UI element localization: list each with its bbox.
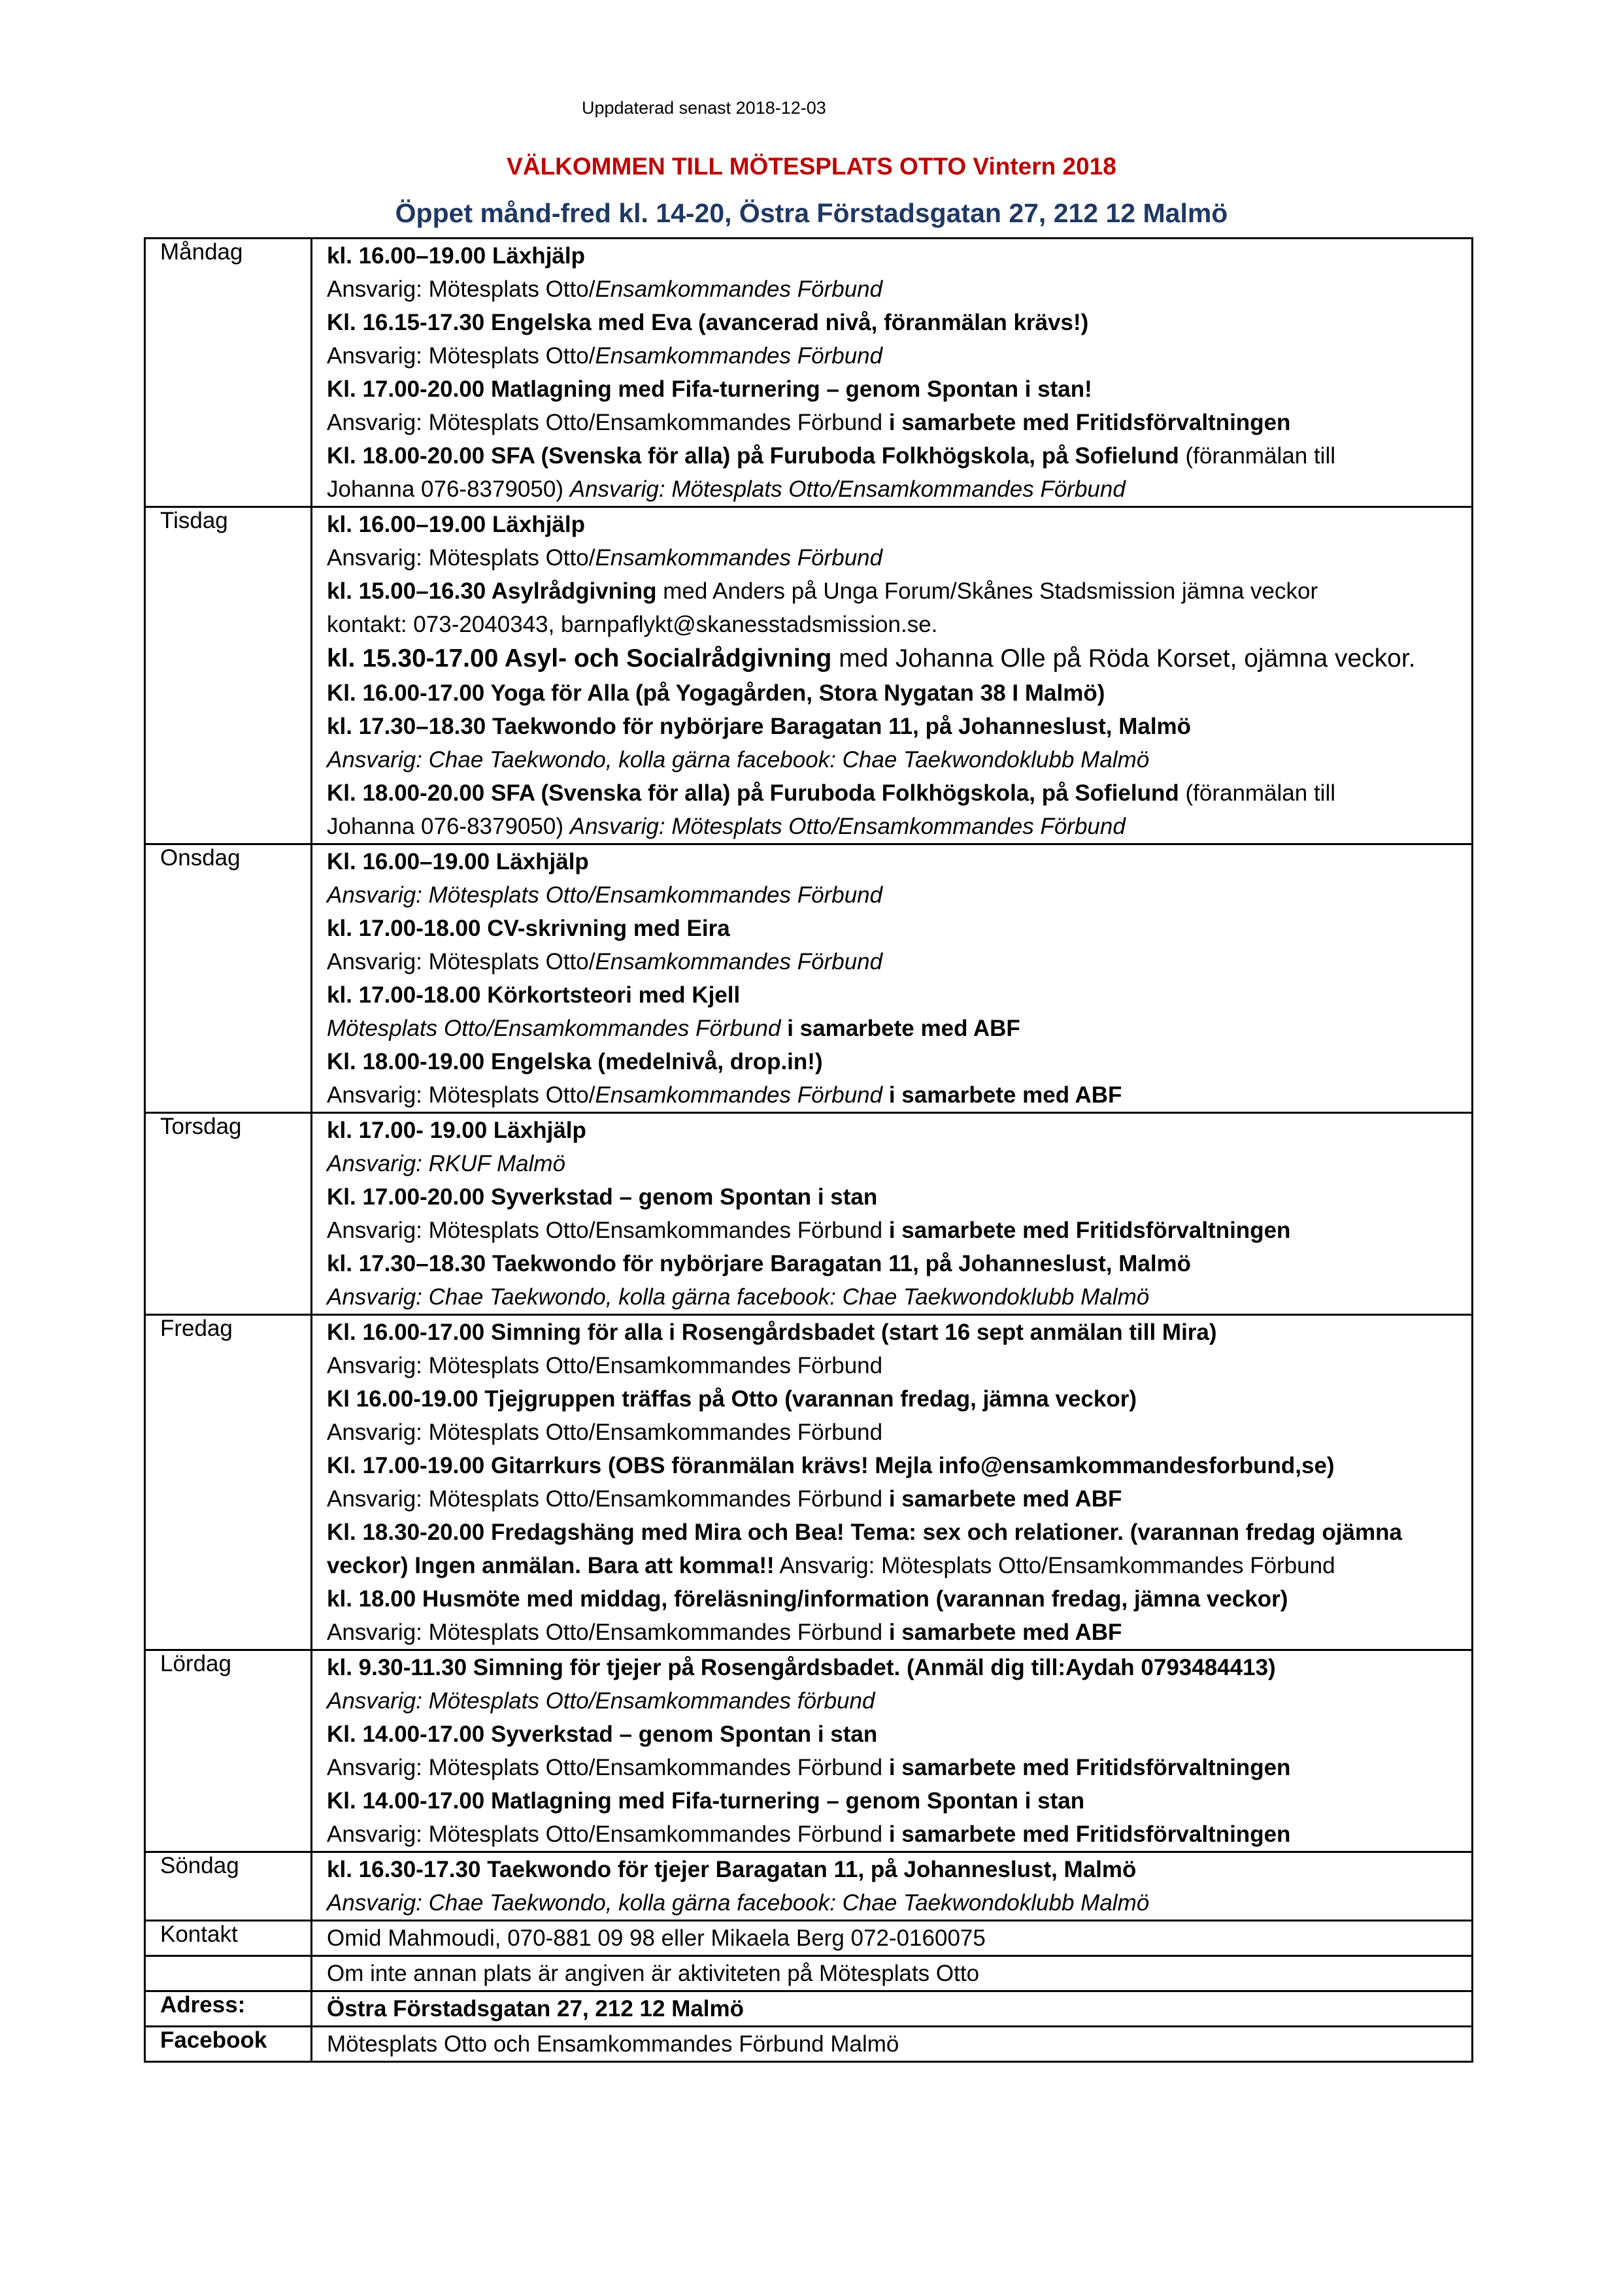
activity-text: Kl. 18.00-20.00 SFA (Svenska för alla) på Furuboda Folkhögskola, på Sofielund bbox=[327, 780, 1179, 806]
activity-line bbox=[327, 508, 1465, 541]
activity-line bbox=[327, 1280, 1465, 1314]
activity-text: (föranmälan till bbox=[1179, 443, 1336, 469]
activity-line bbox=[327, 1651, 1465, 1684]
activity-line bbox=[327, 743, 1465, 776]
activity-text: i samarbete med ABF bbox=[888, 1486, 1122, 1512]
activity-text: Kl. 14.00-17.00 Syverkstad – genom Spontan i stan bbox=[327, 1722, 878, 1747]
activity-text: kontakt: 073-2040343, barnpaflykt@skanesstadsmission.se. bbox=[327, 612, 938, 637]
activity-text: Kl. 14.00-17.00 Matlagning med Fifa-turnering – genom Spontan i stan bbox=[327, 1788, 1085, 1814]
activity-line bbox=[327, 1751, 1465, 1784]
activity-line bbox=[327, 1582, 1465, 1616]
activity-text: Mötesplats Otto/Ensamkommandes Förbund bbox=[327, 1016, 781, 1041]
activity-text: Ansvarig: RKUF Malmö bbox=[327, 1151, 566, 1176]
footer-value bbox=[312, 1991, 1473, 2027]
footer-value bbox=[312, 2027, 1473, 2062]
activity-text: Kl. 18.30-20.00 Fredagshäng med Mira och Bea! Tema: sex och relationer. (varannan fredag ojämna bbox=[327, 1520, 1402, 1545]
activity-text: kl. 16.00–19.00 Läxhjälp bbox=[327, 512, 585, 537]
page-subtitle: Öppet månd-fred kl. 14-20, Östra Förstadsgatan 27, 212 12 Malmö bbox=[395, 198, 1228, 228]
activities-cell bbox=[312, 1113, 1473, 1315]
activity-line bbox=[327, 1078, 1465, 1112]
activity-text: Ansvarig: Mötesplats Otto/Ensamkommandes Förbund bbox=[327, 1755, 889, 1780]
activity-text: Ansvarig: Mötesplats Otto/ bbox=[327, 949, 595, 974]
activity-text: i samarbete med Fritidsförvaltningen bbox=[888, 1822, 1291, 1847]
activity-text: kl. 16.00–19.00 Läxhjälp bbox=[327, 243, 585, 269]
activity-text: Ansvarig: Mötesplats Otto/Ensamkommandes Förbund bbox=[327, 1420, 883, 1445]
activity-text: veckor) Ingen anmälan. Bara att komma!! bbox=[327, 1553, 775, 1578]
day-cell: Måndag bbox=[145, 239, 312, 507]
activity-text: kl. 17.00-18.00 CV-skrivning med Eira bbox=[327, 916, 730, 941]
activity-text: Kl 16.00-19.00 Tjejgruppen träffas på Otto (varannan fredag, jämna veckor) bbox=[327, 1386, 1137, 1412]
activity-line bbox=[327, 406, 1465, 439]
activity-text: Ansvarig: Mötesplats Otto/Ensamkommandes Förbund bbox=[327, 1620, 889, 1645]
activity-text: Ansvarig: Mötesplats Otto/Ensamkommandes Förbund bbox=[327, 1822, 889, 1847]
activity-line bbox=[327, 1784, 1465, 1818]
activity-line bbox=[327, 978, 1465, 1012]
activity-text: Ansvarig: Mötesplats Otto/ bbox=[327, 545, 595, 571]
activities-cell bbox=[312, 1315, 1473, 1650]
activity-text: i samarbete med ABF bbox=[780, 1016, 1020, 1041]
activity-line bbox=[327, 1382, 1465, 1416]
activity-text: Kl. 16.00-17.00 Yoga för Alla (på Yogagården, Stora Nygatan 38 I Malmö) bbox=[327, 680, 1105, 706]
footer-row bbox=[145, 1921, 1473, 1956]
footer-value bbox=[312, 1921, 1473, 1956]
activity-text: i samarbete med Fritidsförvaltningen bbox=[888, 410, 1291, 435]
activity-text: Ansvarig: Mötesplats Otto/Ensamkommandes Förbund bbox=[327, 1218, 889, 1243]
schedule-row-måndag bbox=[145, 239, 1473, 507]
activities-cell bbox=[312, 239, 1473, 507]
schedule-row-söndag bbox=[145, 1852, 1473, 1921]
activity-line bbox=[327, 1684, 1465, 1718]
footer-value bbox=[312, 1956, 1473, 1991]
day-cell: Lördag bbox=[145, 1650, 312, 1852]
activity-line bbox=[327, 641, 1465, 676]
activity-line bbox=[327, 810, 1465, 843]
activity-text: Kl. 18.00-20.00 SFA (Svenska för alla) på Furuboda Folkhögskola, på Sofielund bbox=[327, 443, 1179, 469]
footer-text: Omid Mahmoudi, 070-881 09 98 eller Mikaela Berg 072-0160075 bbox=[327, 1925, 986, 1951]
activity-line bbox=[327, 1549, 1465, 1582]
activity-text: Ansvarig: Mötesplats Otto/Ensamkommandes Förbund bbox=[327, 410, 889, 435]
activity-text: Kl. 16.00–19.00 Läxhjälp bbox=[327, 849, 589, 874]
activity-text: i samarbete med Fritidsförvaltningen bbox=[888, 1218, 1291, 1243]
activity-line bbox=[327, 1214, 1465, 1247]
activity-text: Ensamkommandes Förbund bbox=[595, 545, 883, 571]
activity-line bbox=[327, 1247, 1465, 1280]
activity-text: kl. 17.00-18.00 Körkortsteori med Kjell bbox=[327, 982, 741, 1008]
activity-line bbox=[327, 1349, 1465, 1382]
activity-line bbox=[327, 1449, 1465, 1482]
activity-line bbox=[327, 473, 1465, 506]
activity-text: Ansvarig: Chae Taekwondo, kolla gärna facebook: Chae Taekwondoklubb Malmö bbox=[327, 747, 1150, 773]
activity-text: Ansvarig: Mötesplats Otto/Ensamkommandes förbund bbox=[327, 1688, 875, 1714]
activity-line bbox=[327, 1045, 1465, 1078]
activity-text: i samarbete med ABF bbox=[882, 1082, 1122, 1108]
activity-line bbox=[327, 1886, 1465, 1920]
activity-text: Ansvarig: Mötesplats Otto/Ensamkommandes Förbund bbox=[327, 1486, 889, 1512]
activity-text: kl. 18.00 Husmöte med middag, föreläsning/information (varannan fredag, jämna veckor) bbox=[327, 1586, 1288, 1612]
activity-text: Ansvarig: Chae Taekwondo, kolla gärna facebook: Chae Taekwondoklubb Malmö bbox=[327, 1890, 1150, 1916]
activities-cell bbox=[312, 1852, 1473, 1921]
activity-text: Ansvarig: Mötesplats Otto/Ensamkommandes Förbund bbox=[327, 1353, 883, 1378]
activity-line bbox=[327, 1416, 1465, 1449]
activity-text: Ansvarig: Mötesplats Otto/ bbox=[327, 1082, 595, 1108]
activity-line bbox=[327, 1616, 1465, 1649]
activity-line bbox=[327, 1516, 1465, 1549]
activity-line bbox=[327, 239, 1465, 273]
activity-text: kl. 16.30-17.30 Taekwondo för tjejer Baragatan 11, på Johanneslust, Malmö bbox=[327, 1857, 1137, 1882]
schedule-row-lördag bbox=[145, 1650, 1473, 1852]
activity-text: Ansvarig: Mötesplats Otto/ bbox=[327, 276, 595, 302]
activity-text: Kl. 17.00-20.00 Matlagning med Fifa-turnering – genom Spontan i stan! bbox=[327, 376, 1092, 402]
activity-line bbox=[327, 776, 1465, 810]
day-cell: Söndag bbox=[145, 1852, 312, 1921]
activity-text: Johanna 076-8379050) bbox=[327, 476, 570, 502]
activities-cell bbox=[312, 1650, 1473, 1852]
day-cell: Torsdag bbox=[145, 1113, 312, 1315]
activity-line bbox=[327, 945, 1465, 978]
day-cell: Fredag bbox=[145, 1315, 312, 1650]
activity-text: Kl. 18.00-19.00 Engelska (medelnivå, drop.in!) bbox=[327, 1049, 823, 1074]
activity-text: kl. 15.30-17.00 Asyl- och Socialrådgivning bbox=[327, 644, 832, 673]
activity-text: kl. 9.30-11.30 Simning för tjejer på Rosengårdsbadet. (Anmäl dig till:Aydah 0793484413) bbox=[327, 1655, 1276, 1680]
activity-line bbox=[327, 541, 1465, 574]
activity-text: Ensamkommandes Förbund bbox=[595, 1082, 883, 1108]
day-cell: Onsdag bbox=[145, 844, 312, 1113]
activity-line bbox=[327, 306, 1465, 339]
activity-line bbox=[327, 1482, 1465, 1516]
footer-label: Adress: bbox=[145, 1991, 312, 2027]
day-cell: Tisdag bbox=[145, 507, 312, 844]
schedule-row-onsdag bbox=[145, 844, 1473, 1113]
activity-line bbox=[327, 1114, 1465, 1147]
activity-line bbox=[327, 1012, 1465, 1045]
schedule-row-tisdag bbox=[145, 507, 1473, 844]
activity-line bbox=[327, 710, 1465, 743]
activity-text: i samarbete med ABF bbox=[888, 1620, 1122, 1645]
schedule-row-fredag bbox=[145, 1315, 1473, 1650]
activities-cell bbox=[312, 844, 1473, 1113]
activity-line bbox=[327, 574, 1465, 608]
activity-line bbox=[327, 912, 1465, 945]
activity-text: kl. 15.00–16.30 Asylrådgivning bbox=[327, 578, 657, 604]
activity-text: Ensamkommandes Förbund bbox=[595, 343, 883, 369]
activity-text: Kl. 17.00-19.00 Gitarrkurs (OBS föranmälan krävs! Mejla info@ensamkommandesforbund,se) bbox=[327, 1453, 1335, 1478]
footer-label: Kontakt bbox=[145, 1921, 312, 1956]
activity-line bbox=[327, 608, 1465, 641]
activity-text: Kl. 16.00-17.00 Simning för alla i Rosengårdsbadet (start 16 sept anmälan till Mira) bbox=[327, 1320, 1217, 1345]
activity-text: Ansvarig: Mötesplats Otto/Ensamkommandes Förbund bbox=[569, 476, 1126, 502]
activity-text: Ensamkommandes Förbund bbox=[595, 276, 883, 302]
footer-text: Östra Förstadsgatan 27, 212 12 Malmö bbox=[327, 1996, 745, 2021]
activity-line bbox=[327, 273, 1465, 306]
activity-line bbox=[327, 439, 1465, 473]
activity-line bbox=[327, 1180, 1465, 1214]
activity-line bbox=[327, 1818, 1465, 1851]
footer-row bbox=[145, 2027, 1473, 2062]
activity-line bbox=[327, 1147, 1465, 1180]
activity-text: Ansvarig: Mötesplats Otto/Ensamkommandes Förbund bbox=[774, 1553, 1335, 1578]
activity-text: (föranmälan till bbox=[1179, 780, 1336, 806]
activity-line bbox=[327, 1853, 1465, 1886]
footer-label: Facebook bbox=[145, 2027, 312, 2062]
footer-text: Mötesplats Otto och Ensamkommandes Förbund Malmö bbox=[327, 2031, 899, 2057]
activities-cell bbox=[312, 507, 1473, 844]
activity-line bbox=[327, 878, 1465, 912]
activity-text: Ensamkommandes Förbund bbox=[595, 949, 883, 974]
last-updated-note: Uppdaterad senast 2018-12-03 bbox=[582, 98, 826, 118]
activity-text: kl. 17.30–18.30 Taekwondo för nybörjare Baragatan 11, på Johanneslust, Malmö bbox=[327, 1251, 1192, 1276]
activity-text: med Johanna Olle på Röda Korset, ojämna veckor. bbox=[831, 644, 1416, 673]
footer-row bbox=[145, 1956, 1473, 1991]
activity-line bbox=[327, 339, 1465, 373]
activity-text: Kl. 17.00-20.00 Syverkstad – genom Spontan i stan bbox=[327, 1184, 878, 1210]
activity-text: kl. 17.00- 19.00 Läxhjälp bbox=[327, 1118, 586, 1143]
activity-text: Ansvarig: Chae Taekwondo, kolla gärna facebook: Chae Taekwondoklubb Malmö bbox=[327, 1284, 1150, 1310]
activity-line bbox=[327, 676, 1465, 710]
activity-text: Ansvarig: Mötesplats Otto/Ensamkommandes Förbund bbox=[569, 814, 1126, 839]
footer-label bbox=[145, 1956, 312, 1991]
activity-text: i samarbete med Fritidsförvaltningen bbox=[888, 1755, 1291, 1780]
page-title: VÄLKOMMEN TILL MÖTESPLATS OTTO Vintern 2018 bbox=[507, 153, 1116, 180]
activity-text: Johanna 076-8379050) bbox=[327, 814, 570, 839]
footer-text: Om inte annan plats är angiven är aktiviteten på Mötesplats Otto bbox=[327, 1961, 980, 1986]
activity-text: Ansvarig: Mötesplats Otto/Ensamkommandes Förbund bbox=[327, 882, 883, 908]
activity-text: med Anders på Unga Forum/Skånes Stadsmission jämna veckor bbox=[656, 578, 1318, 604]
schedule-table bbox=[144, 237, 1473, 2063]
schedule-row-torsdag bbox=[145, 1113, 1473, 1315]
activity-text: Kl. 16.15-17.30 Engelska med Eva (avancerad nivå, föranmälan krävs!) bbox=[327, 310, 1089, 335]
activity-line bbox=[327, 1316, 1465, 1349]
activity-line bbox=[327, 845, 1465, 878]
activity-line bbox=[327, 373, 1465, 406]
schedule-body bbox=[145, 239, 1473, 2062]
footer-row bbox=[145, 1991, 1473, 2027]
activity-line bbox=[327, 1718, 1465, 1751]
activity-text: kl. 17.30–18.30 Taekwondo för nybörjare Baragatan 11, på Johanneslust, Malmö bbox=[327, 714, 1192, 739]
activity-text: Ansvarig: Mötesplats Otto/ bbox=[327, 343, 595, 369]
